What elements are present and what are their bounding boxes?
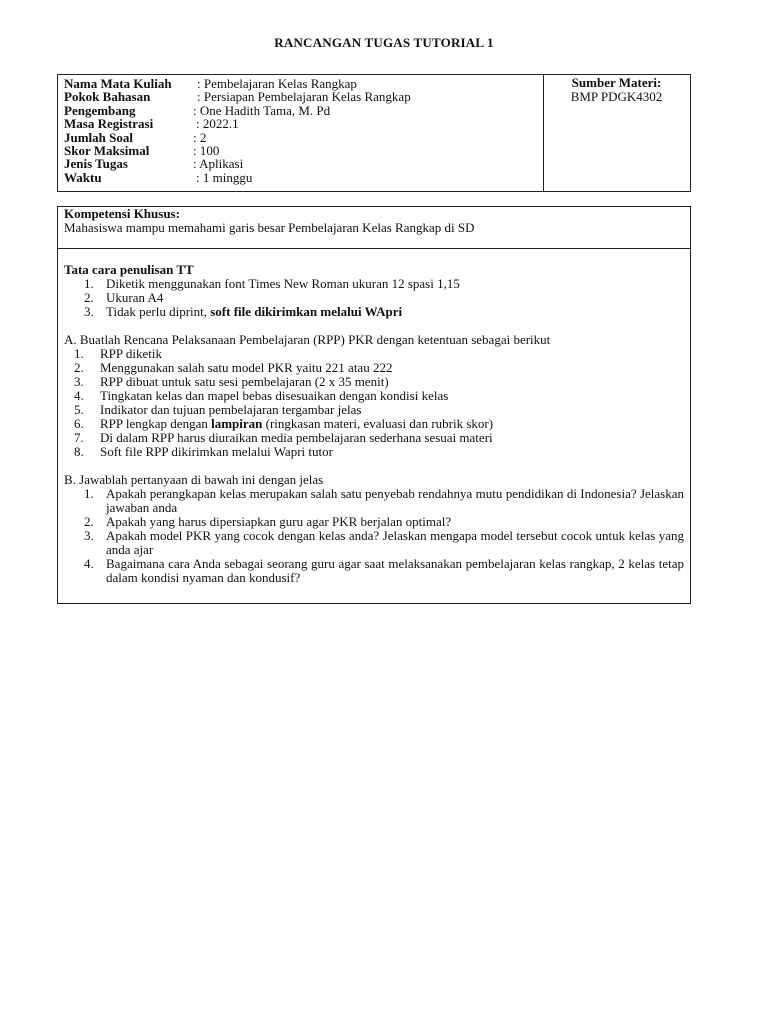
item-text: RPP dibuat untuk satu sesi pembelajaran (2 x 35 menit): [100, 374, 389, 389]
list-item: [64, 389, 684, 403]
source-heading: Sumber Materi:: [571, 75, 662, 90]
list-item: [64, 515, 684, 529]
tata-cara-list: [64, 277, 684, 319]
item-text: Tidak perlu diprint,: [106, 304, 211, 319]
list-item: [64, 305, 684, 319]
item-number: 5.: [74, 402, 84, 417]
item-number: 4.: [84, 556, 94, 571]
info-value: : One Hadith Tama, M. Pd: [193, 102, 331, 118]
task-box: [57, 206, 691, 604]
list-item: [64, 487, 684, 515]
document-title: RANCANGAN TUGAS TUTORIAL 1: [274, 35, 494, 50]
info-label: Jenis Tugas: [64, 156, 128, 172]
item-number: 2.: [74, 360, 84, 375]
item-text: (ringkasan materi, evaluasi dan rubrik skor): [262, 416, 494, 431]
item-text: Apakah perangkapan kelas merupakan salah satu penyebab rendahnya mutu pendidikan di Indonesia? Jelaskan jawaban anda: [106, 486, 684, 515]
task-content: [64, 263, 684, 585]
list-item: [64, 277, 684, 291]
item-number: 3.: [74, 374, 84, 389]
item-bold-text: soft file dikirimkan melalui WApri: [210, 304, 403, 319]
info-value: : Aplikasi: [193, 156, 244, 172]
item-number: 2.: [84, 514, 94, 529]
item-number: 8.: [74, 444, 84, 459]
list-item: [64, 431, 684, 445]
source-value: BMP PDGK4302: [570, 88, 663, 104]
info-value: : 2022.1: [196, 116, 239, 132]
item-number: 6.: [74, 416, 84, 431]
list-item: [64, 291, 684, 305]
tata-cara-heading: Tata cara penulisan TT: [64, 262, 194, 277]
info-value: : 1 minggu: [196, 169, 253, 185]
item-text: Indikator dan tujuan pembelajaran tergambar jelas: [100, 402, 362, 417]
item-number: 4.: [74, 388, 84, 403]
item-number: 1.: [84, 486, 94, 501]
kompetensi-section: [64, 207, 474, 235]
info-value: : 2: [193, 129, 207, 145]
list-item: [64, 557, 684, 585]
item-number: 2.: [84, 290, 94, 305]
list-item: [64, 445, 684, 459]
info-label: Pengembang: [64, 102, 136, 118]
info-value: : Persiapan Pembelajaran Kelas Rangkap: [197, 89, 411, 105]
info-label: Masa Registrasi: [64, 116, 154, 132]
kompetensi-text: Mahasiswa mampu memahami garis besar Pembelajaran Kelas Rangkap di SD: [64, 220, 475, 235]
list-item: [64, 417, 684, 431]
item-text: Apakah yang harus dipersiapkan guru agar PKR berjalan optimal?: [106, 514, 452, 529]
item-number: 7.: [74, 430, 84, 445]
item-text: Soft file RPP dikirimkan melalui Wapri tutor: [100, 444, 333, 459]
item-bold-text: lampiran: [211, 416, 263, 431]
list-item: [64, 361, 684, 375]
source-material: [543, 75, 690, 103]
item-number: 3.: [84, 304, 94, 319]
info-value: : 100: [193, 142, 220, 158]
course-info-box: [57, 74, 691, 192]
info-label: Jumlah Soal: [64, 129, 133, 145]
list-item: [64, 529, 684, 557]
info-value: : Pembelajaran Kelas Rangkap: [197, 76, 357, 91]
item-text: Diketik menggunakan font Times New Roman ukuran 12 spasi 1,15: [106, 276, 460, 291]
item-text: Apakah model PKR yang cocok dengan kelas anda? Jelaskan mengapa model tersebut cocok untuk kelas yang anda ajar: [106, 528, 684, 557]
info-label: Waktu: [64, 169, 102, 185]
item-text: Menggunakan salah satu model PKR yaitu 221 atau 222: [100, 360, 393, 375]
item-text: Tingkatan kelas dan mapel bebas disesuaikan dengan kondisi kelas: [100, 388, 449, 403]
item-number: 1.: [84, 276, 94, 291]
section-a-list: [64, 347, 684, 459]
item-text: Bagaimana cara Anda sebagai seorang guru agar saat melaksanakan pembelajaran kelas rangkap, 2 kelas tetap dalam kondisi nyaman dan kondusif?: [106, 556, 684, 585]
list-item: [64, 347, 684, 361]
kompetensi-heading: Kompetensi Khusus:: [64, 206, 180, 221]
info-label: Skor Maksimal: [64, 142, 150, 158]
section-b-heading: B. Jawablah pertanyaan di bawah ini dengan jelas: [64, 472, 324, 487]
section-b-list: [64, 487, 684, 585]
info-label: Nama Mata Kuliah: [64, 76, 172, 91]
item-number: 3.: [84, 528, 94, 543]
section-a-heading: A. Buatlah Rencana Pelaksanaan Pembelajaran (RPP) PKR dengan ketentuan sebagai berikut: [64, 332, 551, 347]
list-item: [64, 375, 684, 389]
item-text: Ukuran A4: [106, 290, 164, 305]
section-divider: [58, 248, 690, 249]
item-text: RPP lengkap dengan: [100, 416, 212, 431]
list-item: [64, 403, 684, 417]
item-number: 1.: [74, 346, 84, 361]
item-text: Di dalam RPP harus diuraikan media pembelajaran sederhana sesuai materi: [100, 430, 493, 445]
item-text: RPP diketik: [100, 346, 163, 361]
info-label: Pokok Bahasan: [64, 89, 151, 105]
